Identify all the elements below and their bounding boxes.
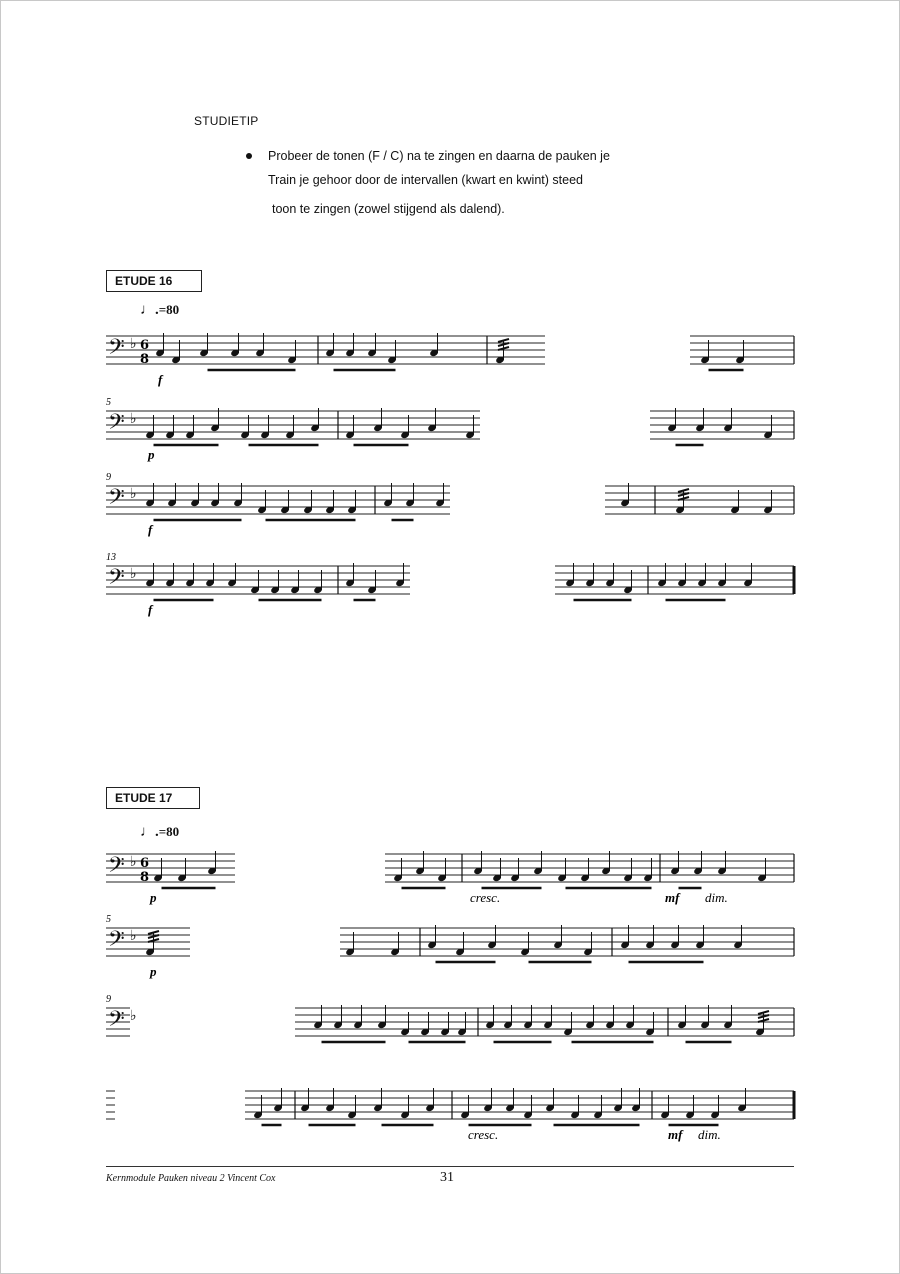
studietip-bullet-item [246,142,666,171]
dynamic-marking: f [148,522,153,537]
dynamic-marking: cresc. [468,1127,499,1142]
measure-number: 13 [106,552,116,563]
etude-17-system-3 [0,992,900,1062]
dynamic-marking: dim. [698,1127,721,1142]
dynamic-marking: p [150,890,157,905]
bass-clef-icon: 𝄢 [108,410,125,440]
flat-icon: ♭ [130,566,137,582]
etude-16-system-1 [0,320,900,390]
time-signature-bottom: 8 [140,352,150,367]
dynamic-marking: cresc. [470,890,501,905]
dotted-quarter-note-icon: ♩. [140,824,159,840]
measure-number: 5 [106,397,111,408]
etude-17-tempo: ♩.=80 [140,824,180,840]
flat-icon: ♭ [130,336,137,352]
dynamic-marking: dim. [705,890,728,905]
etude-16-system-3 [0,465,900,543]
studietip-line-3: toon te zingen (zowel stijgend als dalend). [272,202,505,216]
measure-number: 9 [106,472,111,483]
flat-icon: ♭ [130,854,137,870]
etude-17-system-4 [0,1075,900,1150]
etude-17-system-1 [0,843,900,911]
bass-clef-icon: 𝄢 [108,485,125,515]
time-signature-top: 6 [140,856,150,871]
time-signature-top: 6 [140,338,150,353]
etude-17-system-2 [0,910,900,985]
dynamic-marking: f [158,372,163,387]
etude-16-tempo: ♩.=80 [140,302,180,318]
measure-number: 9 [106,994,111,1005]
studietip-heading: STUDIETIP [194,114,259,128]
measure-number: 5 [106,914,111,925]
dynamic-marking: p [150,964,157,979]
bass-clef-icon: 𝄢 [108,1007,125,1037]
flat-icon: ♭ [130,928,137,944]
bullet-icon [246,153,252,159]
footer-rule [106,1166,794,1167]
studietip-line-1: Probeer de tonen (F / C) na te zingen en daarna de pauken je [268,149,610,163]
footer-credit: Kernmodule Pauken niveau 2 Vincent Cox [106,1173,276,1184]
bass-clef-icon: 𝄢 [108,335,125,365]
dynamic-marking: mf [665,890,680,905]
dynamic-marking: mf [668,1127,683,1142]
dynamic-marking: f [148,602,153,617]
bass-clef-icon: 𝄢 [108,927,125,957]
etude-16-title: ETUDE 16 [106,270,202,292]
flat-icon: ♭ [130,411,137,427]
studietip-line-2: Train je gehoor door de intervallen (kwart en kwint) steed [268,173,583,187]
dotted-quarter-note-icon: ♩. [140,302,159,318]
page-number: 31 [440,1170,454,1185]
studietip-list [246,142,666,171]
bass-clef-icon: 𝄢 [108,853,125,883]
flat-icon: ♭ [130,486,137,502]
etude-16-system-4 [0,545,900,623]
etude-17-title: ETUDE 17 [106,787,200,809]
dynamic-marking: p [148,447,155,462]
bass-clef-icon: 𝄢 [108,565,125,595]
etude-16-system-2 [0,390,900,465]
flat-icon: ♭ [130,1008,137,1024]
time-signature-bottom: 8 [140,870,150,885]
